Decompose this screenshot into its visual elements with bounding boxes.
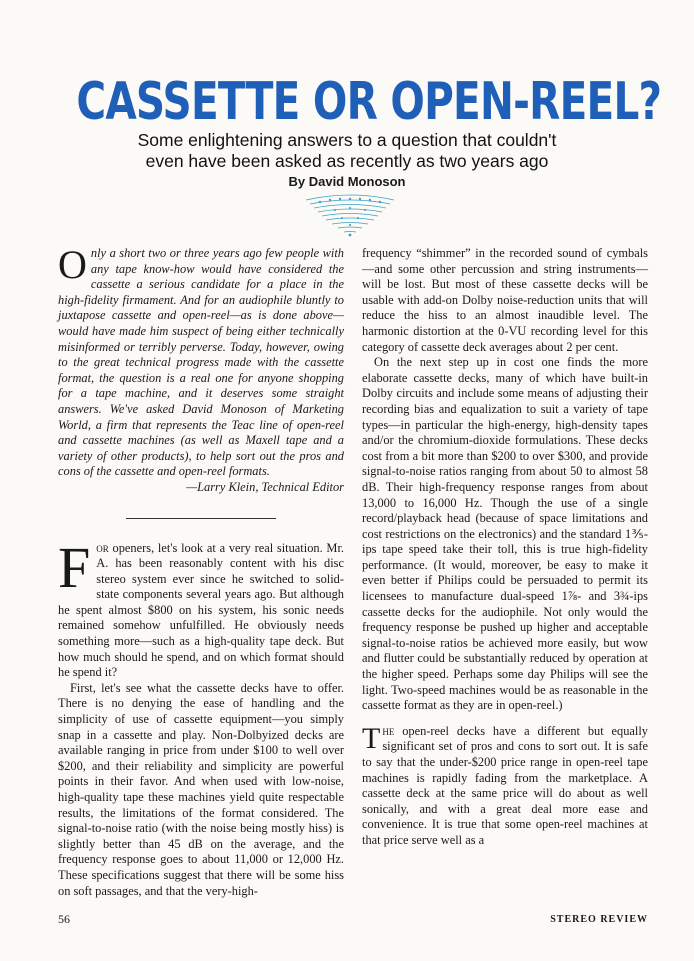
subtitle-line-2: even have been asked as recently as two years ago: [145, 151, 549, 171]
subtitle-line-1: Some enlightening answers to a question that couldn't: [137, 130, 557, 150]
intro-dropcap: O: [58, 242, 87, 287]
subtitle: [60, 130, 634, 172]
editor-intro: [58, 242, 344, 480]
paragraph-1: [58, 534, 344, 681]
paragraph-1-smallcaps: or: [96, 540, 109, 555]
decorative-reel-ornament-icon: [300, 192, 400, 238]
paragraph-4-dropcap: T: [362, 721, 381, 755]
right-column: [362, 246, 648, 849]
left-column: [58, 242, 344, 899]
intro-text: nly a short two or three years ago few people with any tape know-how would have considered the cassette a serious candidate for a place in the high-fidelity firmament. And for an audiophile bluntly to juxtapose cassette and open-reel—as is done above—would have made him suspect of being either technically misinformed or terribly perverse. Today, however, owing to the great technical progress made with the cassette format, the question is a real one for anyone shopping for a tape machine, and it deserves some straight answers. We've asked David Monoson of Marketing World, a firm that represents the Teac line of open-reel and cassette machines (as well as Maxell tape and a variety of other products), to help sort out the pros and cons of the cassette and open-reel formats.: [58, 246, 344, 479]
paragraph-4-text: open-reel decks have a different but equally significant set of pros and cons to sort out. It is safe to say that the under-$200 price range in open-reel tape machines is rapidly fading from the marketplace. A cassette deck at the same price will do about as well sonically, and with a great deal more ease and convenience. It is true that some open-reel machines at that price serve well as a: [362, 723, 648, 847]
magazine-name: STEREO REVIEW: [550, 914, 648, 925]
paragraph-1-text: openers, let's look at a very real situation. Mr. A. has been reasonably content with his disc stereo system ever since he switched to solid-state components several years ago. But although he spent almost $800 on his system, his sonic needs remained somehow unfulfilled. He obviously needs something more—such as a high-quality tape deck. But how much should he spend, and on which format should he spend it?: [58, 540, 344, 680]
paragraph-3: On the next step up in cost one finds the more elaborate cassette decks, many of which have built-in Dolby circuits and include some means of adjusting their recording bias and equalization to suit a variety of tape types—in particular the high-energy, high-density tapes and/or the chromium-dioxide formulations. These decks cost from a bit more than $200 to over $300, and provide signal-to-noise ratios ranging from about 50 to almost 58 dB. Their high-frequency response ranges from about 13,000 to 16,000 Hz. Though the use of a single record/playback head (because of space limitations and cost restrictions on the electronics) and the standard 1⅗-ips tape speed take their toll, this is true high-fidelity performance. (It would, moreover, be easy to make it even better if Philips could be persuaded to permit its licensees to manufacture dual-speed 1⅞- and 3¾-ips cassette decks for the audiophile. Not only would the frequency response be pushed up higher and acceptable signal-to-noise ratios be achieved more easily, but wow and flutter could be substantially reduced by operation at the higher speed. Perhaps some day Philips will see the light. Two-speed machines would be as reasonable in the cassette format as they are in open-reel.): [362, 355, 648, 713]
paragraph-1-dropcap: F: [58, 534, 91, 600]
paragraph-4: [362, 721, 648, 849]
headline: CASSETTE OR OPEN-REEL?: [76, 72, 662, 132]
paragraph-4-smallcaps: he: [382, 723, 395, 738]
page-number: 56: [58, 912, 70, 926]
section-divider: [126, 518, 276, 519]
paragraph-2: First, let's see what the cassette decks have to offer. There is no denying the ease of handling and the simplicity of use of cassette equipment—you simply snap in a cassette and play. Non-Dolbyized decks are available ranging in price from under $100 to well over $200, and their reliability and simplicity are powerful points in their favor. And when used with low-noise, high-quality tape these machines yield quite respectable results, the limitations of the format considered. The signal-to-noise ratio (with the noise being mostly hiss) is slightly better than 45 dB on the average, and the frequency response goes to about 11,000 or 12,000 Hz. These specifications suggest that there will be some hiss on soft passages, and that the very-high-: [58, 680, 344, 898]
intro-signature: —Larry Klein, Technical Editor: [186, 479, 344, 494]
byline: By David Monoson: [288, 174, 406, 189]
paragraph-2-continued: frequency “shimmer” in the recorded sound of cymbals—and some other percussion and string instruments—will be lost. But most of these cassette decks will be usable with add-on Dolby noise-reduction units that will reduce the hiss to an almost inaudible level. The harmonic distortion at the 0-VU recording level for this category of cassette deck averages about 2 per cent.: [362, 246, 648, 354]
